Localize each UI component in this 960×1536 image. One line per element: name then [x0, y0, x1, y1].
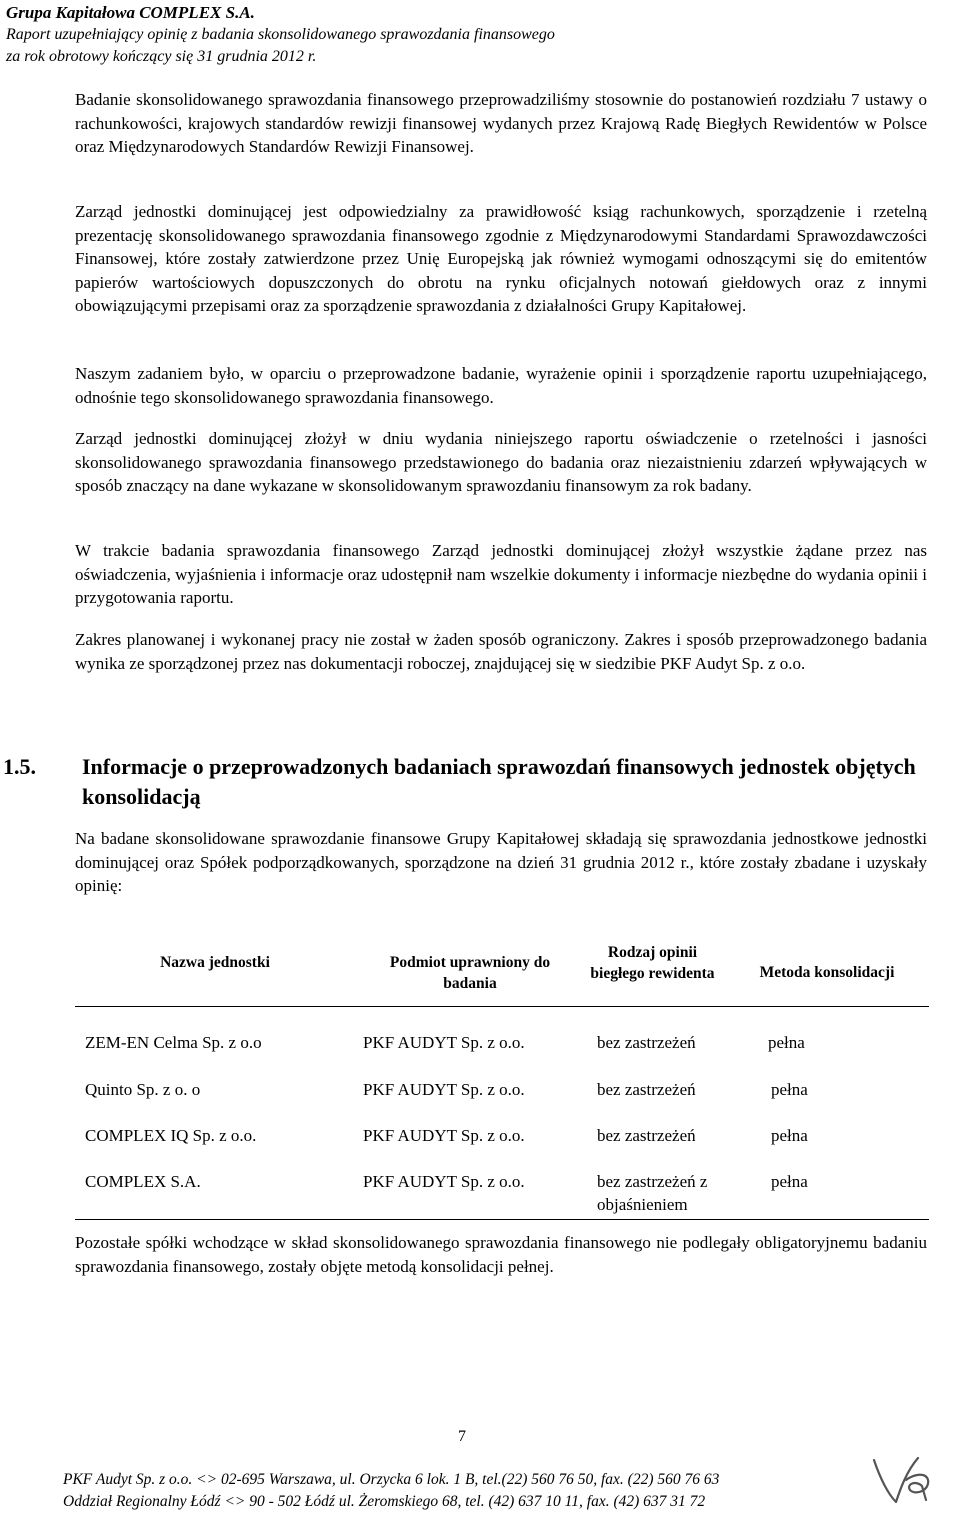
paragraph-audit-basis: Badanie skonsolidowanego sprawozdania finansowego przeprowadziliśmy stosownie do postanowień rozdziału 7 ustawy o rachunkowości, krajowych standardów rewizji finansowej wydanych przez Krajową Radę Biegłych Rewidentów w Polsce oraz Międzynarodowych Standardów Rewizji Finansowej. — [75, 90, 927, 156]
cell-method: pełna — [768, 1033, 805, 1052]
table-bottom-rule — [75, 1219, 929, 1220]
section-intro: Na badane skonsolidowane sprawozdanie finansowe Grupy Kapitałowej składają się sprawozdania jednostkowe jednostki dominującej oraz Spółek podporządkowanych, sporządzone na dzień 31 grudnia 2012 r., które zostały zbadane i uzyskały opinię: — [75, 829, 927, 895]
paragraph-management-statement: Zarząd jednostki dominującej złożył w dniu wydania niniejszego raportu oświadczenie o rzetelności i jasności skonsolidowanego sprawozdania finansowego przedstawionego do badania oraz niezaistnieniu zdarzeń wpływających w sposób znaczący na dane wykazane w skonsolidowanym sprawozdaniu finansowym za rok badany. — [75, 429, 927, 495]
report-title: Raport uzupełniający opinię z badania skonsolidowanego sprawozdania finansowego — [6, 26, 555, 43]
paragraph-representations: W trakcie badania sprawozdania finansowego Zarząd jednostki dominującej złożył wszystkie żądane przez nas oświadczenia, wyjaśnienia i informacje oraz udostępnił nam wszelkie dokumenty i informacje niezbędne do wydania opinii i przygotowania raportu. — [75, 541, 927, 607]
header-entity-name: Nazwa jednostki — [160, 954, 270, 971]
cell-opinion: bez zastrzeżeń — [597, 1033, 696, 1052]
cell-opinion: bez zastrzeżeń — [597, 1126, 696, 1145]
cell-method: pełna — [771, 1172, 808, 1191]
footer-branch-address: Oddział Regionalny Łódź <> 90 - 502 Łódź ul. Żeromskiego 68, tel. (42) 637 10 11, fax. (42) 637 31 72 — [63, 1493, 706, 1510]
table-header — [75, 940, 929, 1006]
company-name: Grupa Kapitałowa COMPLEX S.A. — [6, 3, 255, 22]
cell-entity: COMPLEX IQ Sp. z o.o. — [85, 1126, 257, 1145]
cell-entity: Quinto Sp. z o. o — [85, 1080, 201, 1099]
cell-method: pełna — [771, 1126, 808, 1145]
cell-opinion: bez zastrzeżeń — [597, 1080, 696, 1099]
cell-auditor: PKF AUDYT Sp. z o.o. — [363, 1126, 525, 1145]
header-auditor: Podmiot uprawniony do badania — [389, 954, 551, 992]
paragraph-management-responsibility: Zarząd jednostki dominującej jest odpowiedzialny za prawidłowość ksiąg rachunkowych, sporządzenie i rzetelną prezentację skonsolidowanego sprawozdania finansowego zgodnie z Międzynarodowymi Standardami Sprawozdawczości Finansowej, które zostały zatwierdzone przez Unię Europejską jak również wymogami odnoszącymi się do emitentów papierów wartościowych dopuszczonych do obrotu na rynku oficjalnych notowań giełdowych oraz z innymi obowiązującymi przepisami oraz za sporządzenie sprawozdania z działalności Grupy Kapitałowej. — [75, 202, 927, 315]
document-footer — [63, 1469, 883, 1513]
header-consolidation-method: Metoda konsolidacji — [759, 964, 895, 981]
cell-entity: COMPLEX S.A. — [85, 1172, 201, 1191]
paragraph-scope: Zakres planowanej i wykonanej pracy nie został w żaden sposób ograniczony. Zakres i sposób przeprowadzonego badania wynika ze sporządzonej przez nas dokumentacji roboczej, znajdującej się w siedzibie PKF Audyt Sp. z o.o. — [75, 630, 927, 673]
cell-auditor: PKF AUDYT Sp. z o.o. — [363, 1033, 525, 1052]
section-title: Informacje o przeprowadzonych badaniach sprawozdań finansowych jednostek objętych konsolidacją — [82, 754, 916, 809]
cell-opinion: bez zastrzeżeń z objaśnieniem — [597, 1172, 708, 1214]
cell-entity: ZEM-EN Celma Sp. z o.o — [85, 1033, 262, 1052]
footer-hq-address: PKF Audyt Sp. z o.o. <> 02-695 Warszawa, ul. Orzycka 6 lok. 1 B, tel.(22) 560 76 50, fax. (22) 560 76 63 — [63, 1471, 720, 1488]
cell-method: pełna — [771, 1080, 808, 1099]
page-number: 7 — [458, 1428, 466, 1445]
cell-auditor: PKF AUDYT Sp. z o.o. — [363, 1172, 525, 1191]
header-opinion-type: Rodzaj opinii biegłego rewidenta — [590, 944, 715, 982]
document-header — [6, 2, 906, 68]
table-header-rule — [75, 1006, 929, 1007]
paragraph-our-task: Naszym zadaniem było, w oparciu o przeprowadzone badanie, wyrażenie opinii i sporządzenie raportu uzupełniającego, odnośnie tego skonsolidowanego sprawozdania finansowego. — [75, 364, 927, 407]
section-number: 1.5. — [3, 754, 36, 779]
report-period: za rok obrotowy kończący się 31 grudnia 2012 r. — [6, 48, 317, 65]
cell-auditor: PKF AUDYT Sp. z o.o. — [363, 1080, 525, 1099]
paragraph-other-companies: Pozostałe spółki wchodzące w skład skonsolidowanego sprawozdania finansowego nie podlegały obligatoryjnemu badaniu sprawozdania finansowego, zostały objęte metodą konsolidacji pełnej. — [75, 1233, 927, 1276]
